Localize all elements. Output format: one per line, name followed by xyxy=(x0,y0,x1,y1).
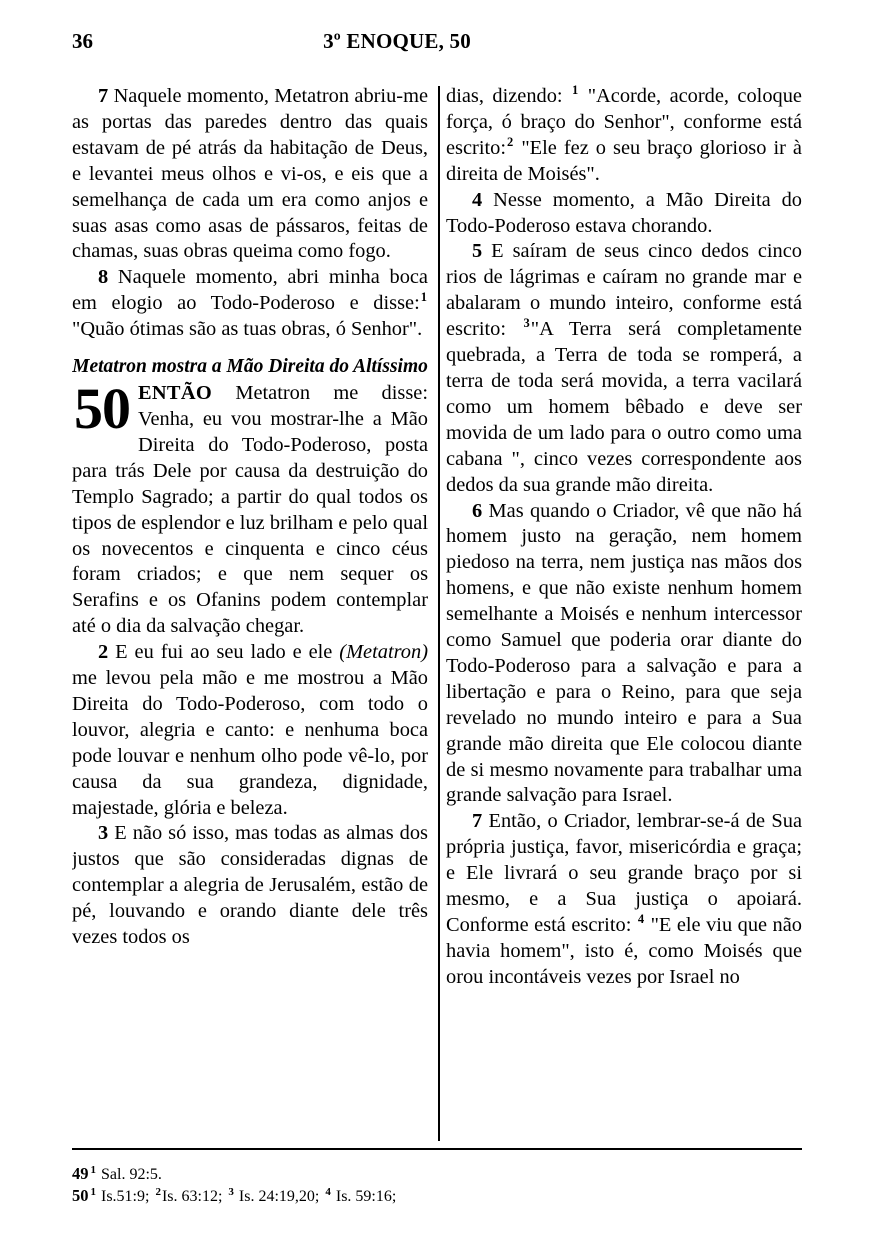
verse-number: 5 xyxy=(472,240,483,263)
chapter-number-dropcap: 50 xyxy=(74,376,130,442)
footnote-marker[interactable]: 1 xyxy=(90,1163,96,1176)
verse-text: "Acorde, acorde, coloque força, ó braço do Senhor", conforme está escrito: xyxy=(446,85,802,159)
footnote-marker[interactable]: 3 xyxy=(228,1185,234,1198)
verse-text: E eu fui ao seu lado e ele xyxy=(115,641,333,664)
verse-text: E saíram de seus cinco dedos cinco rios de lágrimas e caíram no grande mar e abalaram o mundo inteiro, conforme está escrito: xyxy=(446,240,802,341)
footnote-marker[interactable]: 1 xyxy=(90,1185,96,1198)
footnote-marker[interactable]: 2 xyxy=(507,135,514,150)
section-heading: Metatron mostra a Mão Direita do Altíssimo xyxy=(72,356,428,378)
footnote-reference: Is. 63:12; xyxy=(161,1188,223,1205)
verse-paragraph xyxy=(72,84,428,265)
verse-number: 6 xyxy=(472,499,483,522)
verse-text: "A Terra será completamente quebrada, a Terra de toda se romperá, a terra de toda será movida, a terra vacilará como um homem bêbado e deve ser movida de um lado para o outro como uma cabana ", cinco vezes correspondente aos dedos da sua grande mão direita. xyxy=(446,318,802,496)
running-head xyxy=(72,26,802,56)
verse-text: "E ele viu que não havia homem", isto é, como Moisés que orou incontáveis vezes por Israel no xyxy=(446,914,802,988)
verse-text-italic: (Metatron) xyxy=(339,641,428,664)
verse-text: Mas quando o Criador, vê que não há homem justo na geração, nem homem piedoso na terra, nem justiça nas mãos dos homens, e que não existe nenhum homem semelhante a Moisés e nenhum intercessor como Samuel que poderia orar diante do Todo-Poderoso para a salvação e para a libertação e para o Reino, para que seja revelado no mundo inteiro e para a Sua grande mão direita que Ele colocou diante de si mesmo novamente para trabalhar uma grande salvação para Israel. xyxy=(446,499,802,807)
chapter-opening-word: ENTÃO xyxy=(138,382,213,405)
verse-number: 7 xyxy=(472,810,483,833)
body-columns xyxy=(72,84,802,1142)
verse-paragraph xyxy=(446,188,802,240)
book-title: 3º ENOQUE, 50 xyxy=(323,29,471,53)
chapter-opening-paragraph xyxy=(72,376,428,640)
verse-text: Nesse momento, a Mão Direita do Todo-Poderoso estava chorando. xyxy=(446,188,802,237)
verse-paragraph xyxy=(446,499,802,810)
verse-text: "Quão ótimas são as tuas obras, ó Senhor". xyxy=(72,318,423,341)
verse-paragraph xyxy=(72,821,428,951)
verse-paragraph xyxy=(446,239,802,498)
verse-text: "Ele fez o seu braço glorioso ir à direita de Moisés". xyxy=(446,136,802,185)
verse-text: E não só isso, mas todas as almas dos justos que são consideradas dignas de contemplar a alegria de Jerusalém, estão de pé, louvando e orando diante dele três vezes todos os xyxy=(72,822,428,949)
footnote-marker[interactable]: 4 xyxy=(325,1185,331,1198)
footnote-line xyxy=(72,1185,802,1207)
verse-text: Naquele momento, Metatron abriu-me as portas das paredes dentro das quais estavam de pé atrás da habitação de Deus, e levantei meus olhos e vi-os, e eis que a semelhança de cada um era como anjos e suas asas como asas de pássaros, feitas de chamas, suas obras queima como fogo. xyxy=(72,85,428,263)
footnote-marker[interactable]: 4 xyxy=(637,912,645,927)
verse-text: Então, o Criador, lembrar-se-á de Sua própria justiça, favor, misericórdia e graça; e Ele livrará o seu grande braço por si mesmo, e a Sua justiça o apoiará. Conforme está escrito: xyxy=(446,810,802,936)
verse-number: 7 xyxy=(98,85,109,107)
footnote-reference: Is.51:9; xyxy=(101,1188,150,1205)
verse-paragraph xyxy=(72,265,428,343)
verse-text: Naquele momento, abri minha boca em elogio ao Todo-Poderoso e disse: xyxy=(72,266,428,315)
footnote-reference: Is. 59:16; xyxy=(335,1188,397,1205)
verse-text: Metatron me disse: Venha, eu vou mostrar-lhe a Mão Direita do Todo-Poderoso, posta para trás Dele por causa da destruição do Templo Sagrado; a partir do qual todos os tipos de esplendor e luz brilham e pelo qual os novecentos e cinquenta e cinco céus foram criados; e que nem sequer os Serafins e os Ofanins podem contemplar até o dia da salvação chegar. xyxy=(72,382,428,638)
verse-continuation-paragraph xyxy=(446,84,802,188)
verse-number: 8 xyxy=(98,266,109,289)
verse-text: me levou pela mão e me mostrou a Mão Direita do Todo-Poderoso, com todo o louvor, alegria e canto: e nenhuma boca pode louvar e nenhum olho pode vê-lo, por causa da sua grandeza, dignidade, majestade, glória e beleza. xyxy=(72,667,428,819)
footnote-reference: Is. 24:19,20; xyxy=(238,1188,320,1205)
right-column xyxy=(446,84,802,1142)
footnote-marker[interactable]: 3 xyxy=(523,316,530,331)
verse-number: 3 xyxy=(98,822,109,845)
verse-text: dias, dizendo: xyxy=(446,85,563,107)
footnote-marker[interactable]: 2 xyxy=(155,1185,161,1198)
footnote-separator-rule xyxy=(72,1148,802,1150)
footnote-reference: Sal. 92:5. xyxy=(101,1166,162,1183)
column-divider xyxy=(438,86,440,1141)
left-column xyxy=(72,84,428,1142)
verse-paragraph xyxy=(446,809,802,990)
footnote-line xyxy=(72,1163,802,1185)
verse-number: 2 xyxy=(98,641,109,664)
footnote-chapter: 50 xyxy=(72,1186,89,1205)
footnote-marker[interactable]: 1 xyxy=(572,84,579,98)
verse-number: 4 xyxy=(472,188,483,211)
footnote-marker[interactable]: 1 xyxy=(420,290,427,305)
footnotes-area xyxy=(72,1163,802,1207)
footnote-chapter: 49 xyxy=(72,1164,89,1183)
verse-paragraph xyxy=(72,640,428,821)
page-number: 36 xyxy=(72,29,93,53)
